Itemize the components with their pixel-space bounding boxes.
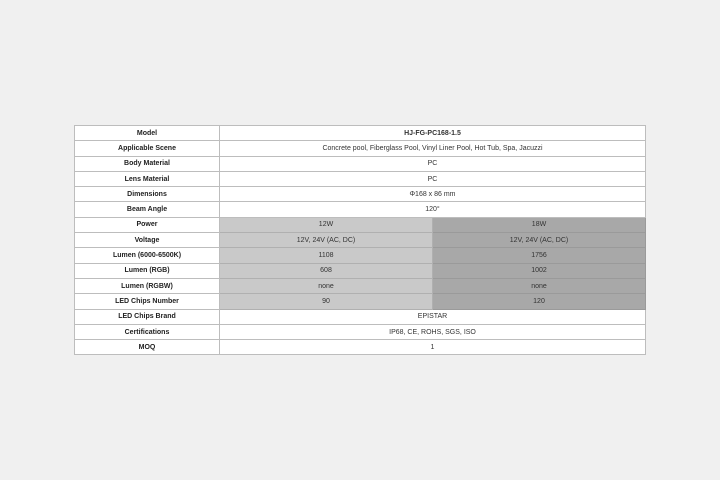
- lumen-rgb-value-a: 608: [220, 263, 433, 278]
- beam-angle-value: 120°: [220, 202, 646, 217]
- spec-table: [74, 125, 646, 355]
- row-certifications: [75, 324, 646, 339]
- voltage-value-b: 12V, 24V (AC, DC): [433, 233, 646, 248]
- lumen-white-value-a: 1108: [220, 248, 433, 263]
- certifications-label: Certifications: [75, 324, 220, 339]
- lumen-rgbw-label: Lumen (RGBW): [75, 278, 220, 293]
- led-chips-number-value-b: 120: [433, 294, 646, 309]
- row-beam-angle: [75, 202, 646, 217]
- row-moq: [75, 340, 646, 355]
- row-lumen-white: [75, 248, 646, 263]
- led-chips-brand-value: EPISTAR: [220, 309, 646, 324]
- moq-value: 1: [220, 340, 646, 355]
- power-value-a: 12W: [220, 217, 433, 232]
- model-label: Model: [75, 126, 220, 141]
- lumen-rgb-label: Lumen (RGB): [75, 263, 220, 278]
- row-led-chips-number: [75, 294, 646, 309]
- model-value: HJ-FG-PC168-1.5: [220, 126, 646, 141]
- lumen-white-label: Lumen (6000-6500K): [75, 248, 220, 263]
- lumen-white-value-b: 1756: [433, 248, 646, 263]
- applicable-scene-label: Applicable Scene: [75, 141, 220, 156]
- dimensions-value: Φ168 x 86 mm: [220, 187, 646, 202]
- lens-material-value: PC: [220, 171, 646, 186]
- lumen-rgb-value-b: 1002: [433, 263, 646, 278]
- row-lumen-rgb: [75, 263, 646, 278]
- led-chips-number-value-a: 90: [220, 294, 433, 309]
- lumen-rgbw-value-a: none: [220, 278, 433, 293]
- row-power: [75, 217, 646, 232]
- body-material-value: PC: [220, 156, 646, 171]
- row-dimensions: [75, 187, 646, 202]
- voltage-label: Voltage: [75, 233, 220, 248]
- power-label: Power: [75, 217, 220, 232]
- certifications-value: IP68, CE, ROHS, SGS, ISO: [220, 324, 646, 339]
- row-led-chips-brand: [75, 309, 646, 324]
- row-model: [75, 126, 646, 141]
- moq-label: MOQ: [75, 340, 220, 355]
- row-body-material: [75, 156, 646, 171]
- applicable-scene-value: Concrete pool, Fiberglass Pool, Vinyl Liner Pool, Hot Tub, Spa, Jacuzzi: [220, 141, 646, 156]
- lens-material-label: Lens Material: [75, 171, 220, 186]
- power-value-b: 18W: [433, 217, 646, 232]
- dimensions-label: Dimensions: [75, 187, 220, 202]
- row-lumen-rgbw: [75, 278, 646, 293]
- beam-angle-label: Beam Angle: [75, 202, 220, 217]
- lumen-rgbw-value-b: none: [433, 278, 646, 293]
- led-chips-brand-label: LED Chips Brand: [75, 309, 220, 324]
- led-chips-number-label: LED Chips Number: [75, 294, 220, 309]
- row-applicable-scene: [75, 141, 646, 156]
- row-voltage: [75, 233, 646, 248]
- body-material-label: Body Material: [75, 156, 220, 171]
- row-lens-material: [75, 171, 646, 186]
- voltage-value-a: 12V, 24V (AC, DC): [220, 233, 433, 248]
